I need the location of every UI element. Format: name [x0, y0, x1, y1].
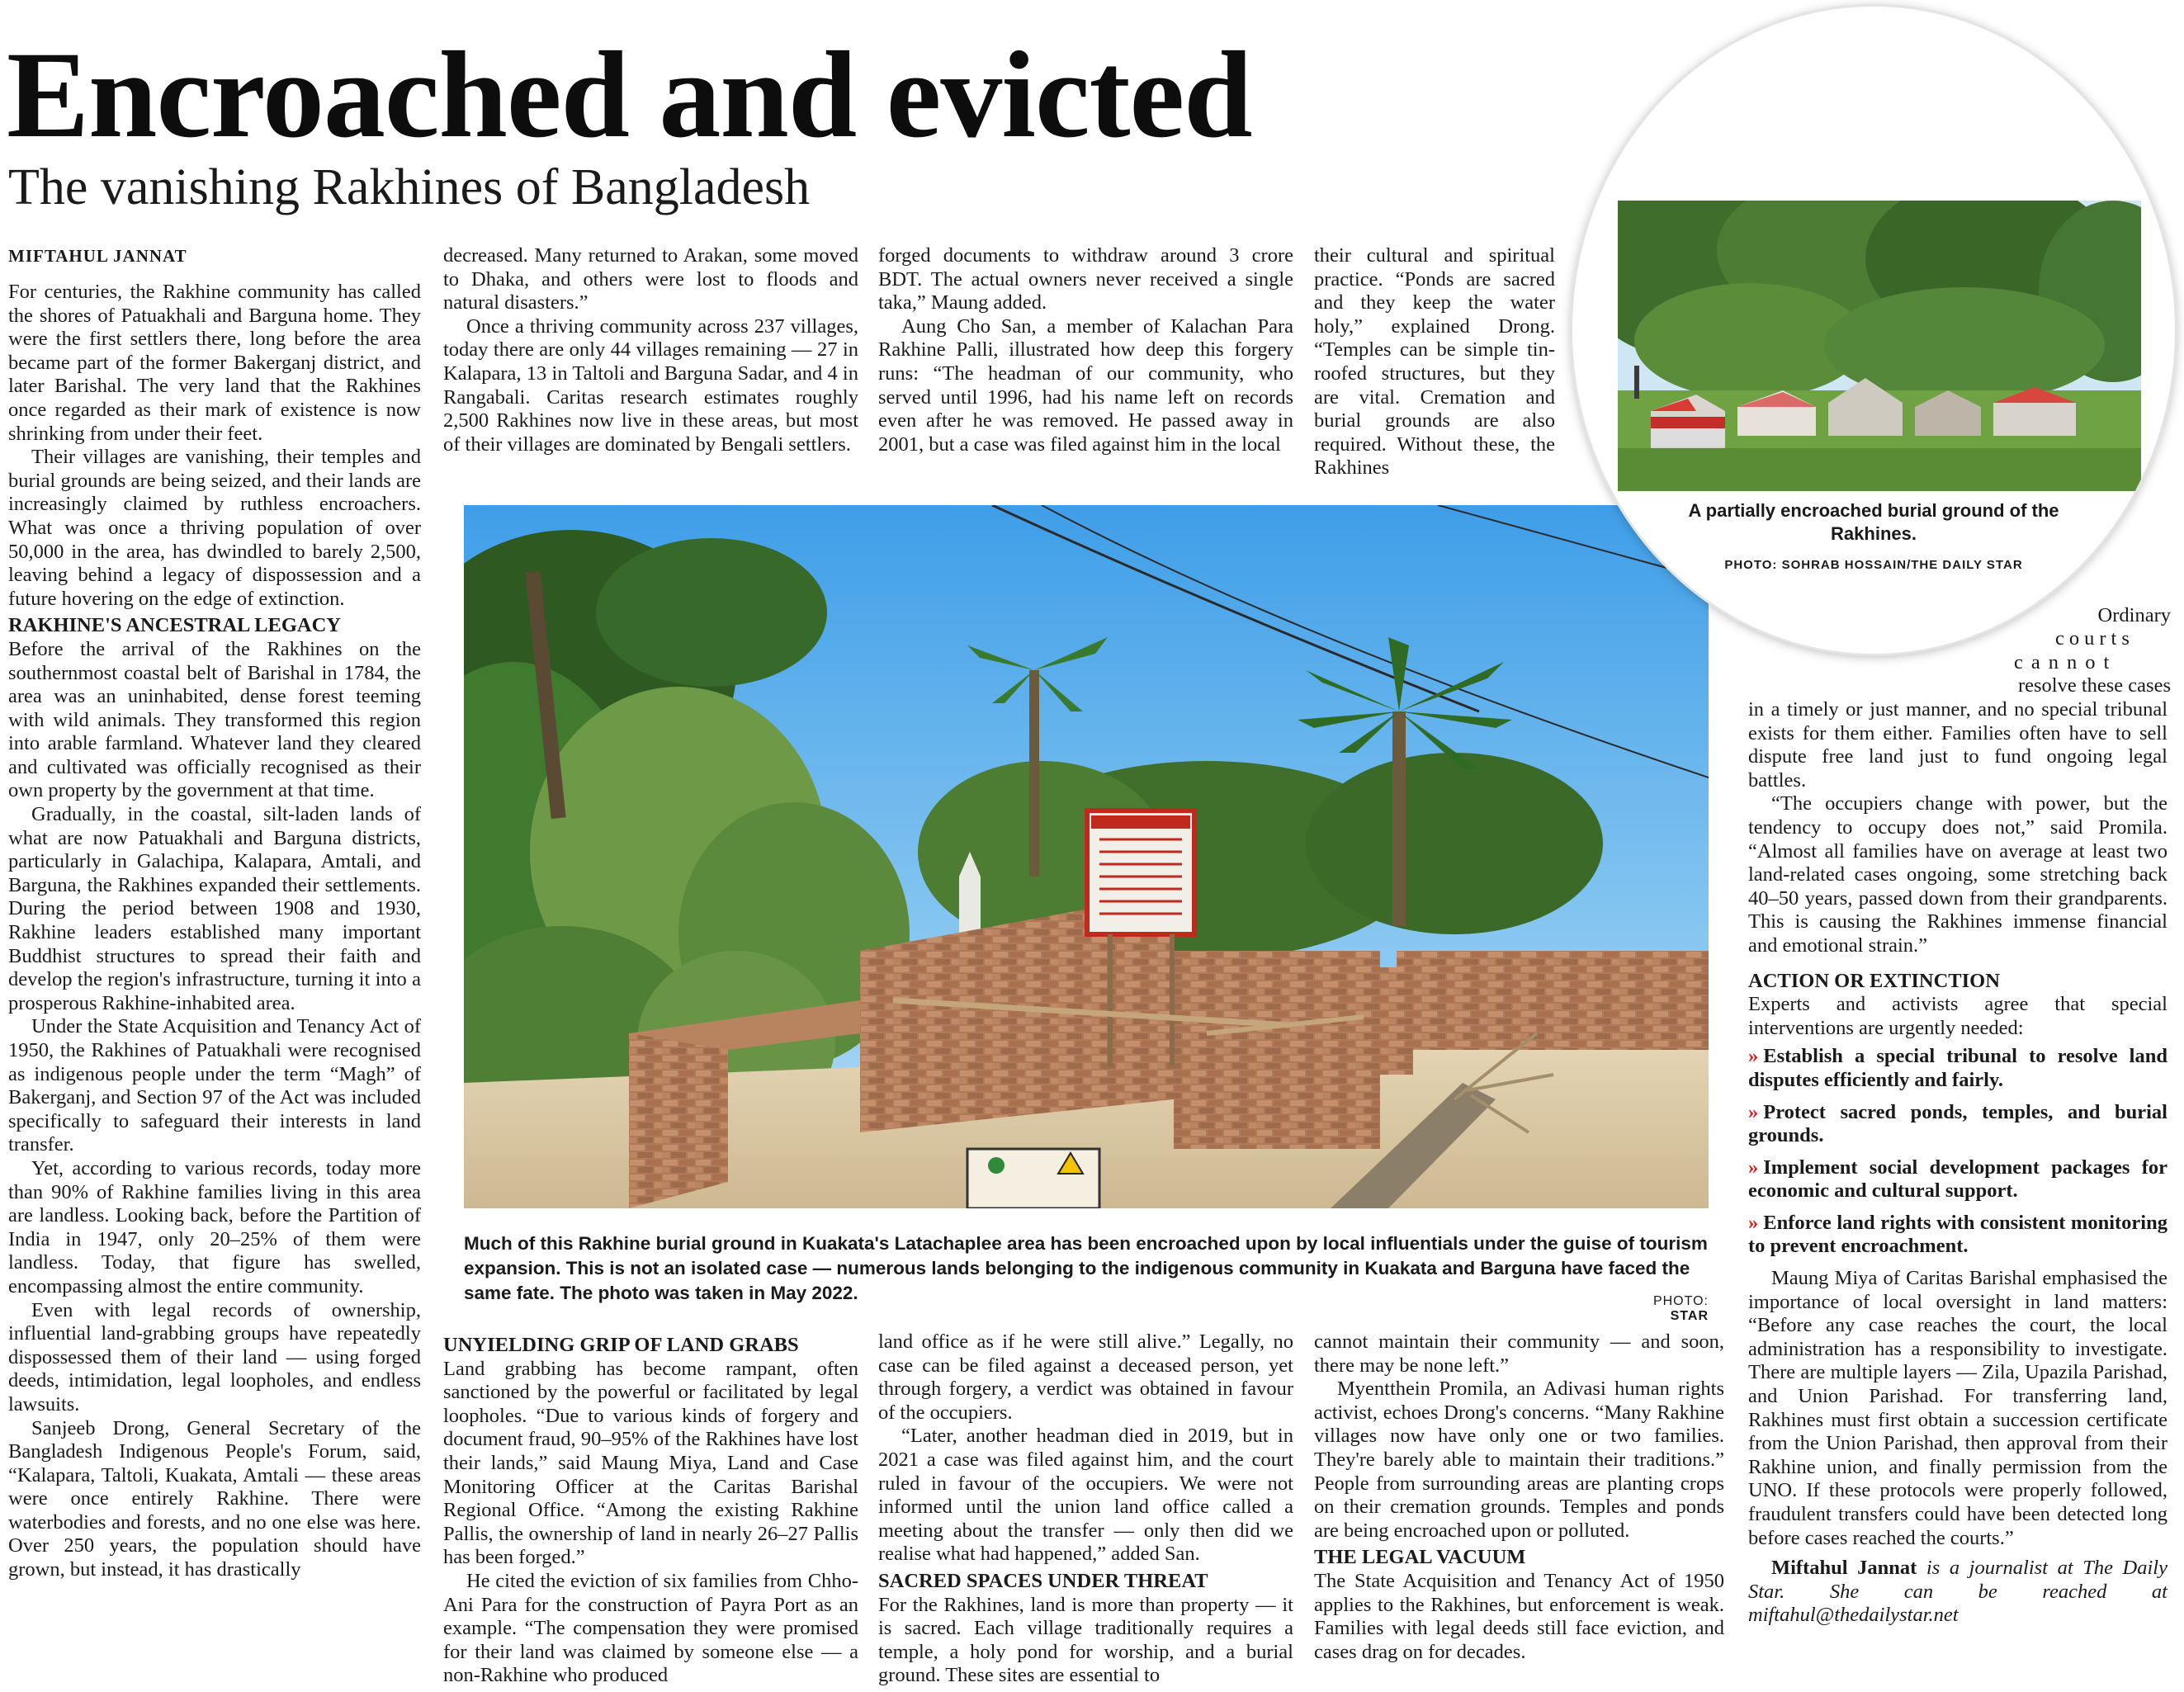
- credit-label: PHOTO:: [1652, 1294, 1709, 1308]
- inset-photo-graves: [1618, 201, 2141, 491]
- wrap-text: courts: [2055, 627, 2134, 650]
- column-3-bottom: [878, 1330, 1293, 1688]
- list-item: » Enforce land rights with consistent monitoring to prevent encroachment.: [1748, 1211, 2167, 1258]
- paragraph: Their villages are vanishing, their temples and burial grounds are being seized, and their lands are increasingly claimed by ruthless encroachers. What was once a thriving population of over 50,000 in the area, has dwindled to barely 2,500, leaving behind a legacy of dispossession and a future hovering on the edge of extinction.: [8, 446, 421, 610]
- inset-photo-circle: [1572, 7, 2175, 654]
- double-chevron-right-icon: »: [1748, 1045, 1759, 1068]
- column-1: [8, 281, 421, 1582]
- credit-source: STAR: [1670, 1309, 1709, 1323]
- caption-text: Much of this Rakhine burial ground in Kuakata's Latachaplee area has been encroached upon by local influentials under the guise of tourism expansion. This is not an isolated case — numerous lands belonging to the indigenous community in Kuakata and Barguna have faced the same fate. The photo was taken in May 2022.: [464, 1233, 1708, 1303]
- column-5-wrap-3: [2014, 651, 2171, 675]
- graves-illustration: [1618, 201, 2141, 491]
- paragraph: For the Rakhines, land is more than property — it is sacred. Each village traditionally requires a temple, a holy pond for worship, and a burial ground. These sites are essential to: [878, 1593, 1293, 1687]
- paragraph: their cultural and spiritual practice. “Ponds are sacred and they keep the water holy,” explained Drong. “Temples can be simple tin-roofed structures, but they are vital. Cremation and burial grounds are also required. Without these, the Rakhines: [1314, 244, 1555, 480]
- double-chevron-right-icon: »: [1748, 1156, 1759, 1179]
- paragraph: in a timely or just manner, and no special tribunal exists for them either. Families often have to sell dispute free land just to fund ongoing legal battles.: [1748, 698, 2167, 792]
- paragraph: forged documents to withdraw around 3 crore BDT. The actual owners never received a single taka,” Maung added.: [878, 244, 1293, 314]
- main-photo-burial-ground: [464, 505, 1709, 1208]
- paragraph: The State Acquisition and Tenancy Act of 1950 applies to the Rakhines, but enforcement is weak. Families with legal deeds still face eviction, and cases drag on for decades.: [1314, 1569, 1724, 1663]
- main-photo-credit: [1618, 1294, 1709, 1324]
- list-item: » Implement social development packages for economic and cultural support.: [1748, 1156, 2167, 1203]
- paragraph: Before the arrival of the Rakhines on the southernmost coastal belt of Barishal in 1784, the area was an uninhabited, dense forest teeming with wild animals. They transformed this region into arable farmland. Whatever land they cleared and cultivated was officially recognised as their own property by the government at that time.: [8, 637, 421, 802]
- paragraph: For centuries, the Rakhine community has called the shores of Patuakhali and Barguna home. They were the first settlers there, long before the area became part of the former Bakerganj district, and later Barishal. The very land that the Rakhines once regarded as their mark of existence is now shrinking from under their feet.: [8, 281, 421, 445]
- burial-ground-illustration: [464, 505, 1709, 1208]
- column-5-wrap-1: [2080, 604, 2171, 628]
- column-3-top: [878, 244, 1293, 456]
- paragraph: Maung Miya of Caritas Barishal emphasised the importance of local oversight in land matters: “Before any case reaches the court, the local administration has a responsibility to investigate. There are multiple layers — Zila, Upazila Parishad, and Union Parishad. For transferring land, Rakhines must first obtain a succession certificate from the Union Parishad, then approval from their Rakhine union, and finally permission from the UNO. If these protocols were properly followed, fraudulent transfers could have been detected long before cases reached the courts.”: [1748, 1267, 2167, 1549]
- recommendations-list: [1748, 1045, 2167, 1259]
- wrap-text: Ordinary: [2097, 604, 2171, 626]
- paragraph: Even with legal records of ownership, influential land-grabbing groups have repeatedly dispossessed them of their land — using forged deeds, intimidation, legal loopholes, and endless lawsuits.: [8, 1298, 421, 1416]
- paragraph: Once a thriving community across 237 villages, today there are only 44 villages remaining — 27 in Kalapara, 13 in Taltoli and Barguna Sadar, and 4 in Rangabali. Caritas research estimates roughly 2,500 Rakhines now live in these areas, but most of their villages are dominated by Bengali settlers.: [443, 314, 858, 456]
- wrap-text: resolve these cases: [2017, 674, 2171, 697]
- main-photo-caption: [464, 1231, 1709, 1306]
- paragraph: Land grabbing has become rampant, often sanctioned by the powerful or facilitated by legal loopholes. “Due to various kinds of forgery and document fraud, 90–95% of the Rakhines have lost their lands,” said Maung Miya, Land and Case Monitoring Officer at the Caritas Barishal Regional Office. “Among the existing Rakhine Pallis, the ownership of land in nearly 26–27 Pallis has been forged.”: [443, 1357, 858, 1569]
- double-chevron-right-icon: »: [1748, 1100, 1759, 1123]
- paragraph: Myentthein Promila, an Adivasi human rights activist, echoes Drong's concerns. “Many Rakhine villages now have only one or two families. They're barely able to maintain their traditions.” People from surrounding areas are planting crops on their cremation grounds. Temples and ponds are being encroached upon or polluted.: [1314, 1378, 1724, 1542]
- double-chevron-right-icon: »: [1748, 1211, 1759, 1234]
- deck-subtitle: The vanishing Rakhines of Bangladesh: [8, 159, 811, 215]
- list-item: » Establish a special tribunal to resolve land disputes efficiently and fairly.: [1748, 1045, 2167, 1091]
- paragraph: Experts and activists agree that special interventions are urgently needed:: [1748, 993, 2167, 1039]
- paragraph: “Later, another headman died in 2019, but in 2021 a case was filed against him, and the court ruled in favour of the occupiers. We were not informed until the union land office called a meeting about the transfer — only then did we realise what had happened,” added San.: [878, 1425, 1293, 1566]
- column-5-wrap-2: [2055, 627, 2171, 651]
- paragraph: Aung Cho San, a member of Kalachan Para Rakhine Palli, illustrated how deep this forgery runs: “The headman of our community, who served until 1996, had his name left on records even after he was removed. He passed away in 2001, but a case was filed against him in the local: [878, 314, 1293, 456]
- credit-source: SOHRAB HOSSAIN/THE DAILY STAR: [1781, 558, 2023, 572]
- paragraph: “The occupiers change with power, but the tendency to occupy does not,” said Promila. “Almost all families have on average at least two land-related cases ongoing, some stretching back 40–50 years, passed down from their grandparents. This is causing the Rakhines immense financial and emotional strain.”: [1748, 792, 2167, 957]
- column-2-bottom: [443, 1330, 858, 1688]
- column-5-wrap-4: [1973, 674, 2171, 698]
- section-heading: UNYIELDING GRIP OF LAND GRABS: [443, 1334, 799, 1356]
- headline: Encroached and evicted: [7, 26, 1252, 163]
- section-heading: ACTION OR EXTINCTION: [1748, 969, 2000, 992]
- paragraph: Sanjeeb Drong, General Secretary of the Bangladesh Indigenous People's Forum, said, “Kalapara, Taltoli, Kuakata, Amtali — these areas were once entirely Rakhine. There were waterbodies and forests, and no one else was here. Over 250 years, the population should have grown, but instead, it has drastically: [8, 1416, 421, 1581]
- column-5: [1748, 698, 2167, 1628]
- paragraph: Gradually, in the coastal, silt-laden lands of what are now Patuakhali and Barguna districts, particularly in Galachipa, Kalapara, Amtali, and Barguna, the Rakhines expanded their settlements. During the period between 1908 and 1930, Rakhine leaders established many important Buddhist structures to spread their faith and develop the region's infrastructure, turning it into a prosperous Rakhine-inhabited area.: [8, 803, 421, 1014]
- author-name: Miftahul Jannat: [1771, 1557, 1917, 1580]
- column-4-top: [1314, 244, 1555, 480]
- byline: MIFTAHUL JANNAT: [8, 246, 187, 266]
- paragraph: Under the State Acquisition and Tenancy Act of 1950, the Rakhines of Patuakhali were recognised as indigenous people under the term “Magh” of Bakerganj, and Section 97 of the Act was included specifically to safeguard their interests in land transfer.: [8, 1015, 421, 1156]
- caption-text: A partially encroached burial ground of the Rakhines.: [1688, 500, 2059, 544]
- column-4-bottom: [1314, 1330, 1724, 1664]
- section-heading: THE LEGAL VACUUM: [1314, 1546, 1526, 1569]
- paragraph: decreased. Many returned to Arakan, some moved to Dhaka, and others were lost to floods and natural disasters.”: [443, 244, 858, 314]
- paragraph: Yet, according to various records, today more than 90% of Rakhine families living in this area are landless. Looking back, before the Partition of India in 1947, only 20–25% of them were landless. Today, that figure has swelled, encompassing almost the entire community.: [8, 1156, 421, 1297]
- inset-photo-credit: [1605, 554, 2142, 577]
- paragraph: land office as if he were still alive.” Legally, no case can be filed against a deceased person, yet through forgery, a verdict was obtained in favour of the occupiers.: [878, 1330, 1293, 1424]
- paragraph: He cited the eviction of six families from Chho-Ani Para for the construction of Payra Port as an example. “The compensation they were promised for their land was claimed by someone else — a non-Rakhine who produced: [443, 1569, 858, 1687]
- author-bio: [1748, 1557, 2167, 1628]
- wrap-text: cannot: [2014, 651, 2118, 673]
- column-2-top: [443, 244, 858, 456]
- paragraph: cannot maintain their community — and soon, there may be none left.”: [1314, 1330, 1724, 1377]
- list-item: » Protect sacred ponds, temples, and burial grounds.: [1748, 1100, 2167, 1147]
- section-heading: SACRED SPACES UNDER THREAT: [878, 1569, 1208, 1592]
- credit-label: PHOTO:: [1724, 558, 1782, 572]
- author-bio-text: is a journalist at The Daily Star. She can be reached at miftahul@thedailystar.net: [1748, 1557, 2167, 1627]
- inset-photo-caption: [1605, 499, 2142, 577]
- section-heading: RAKHINE'S ANCESTRAL LEGACY: [8, 614, 341, 637]
